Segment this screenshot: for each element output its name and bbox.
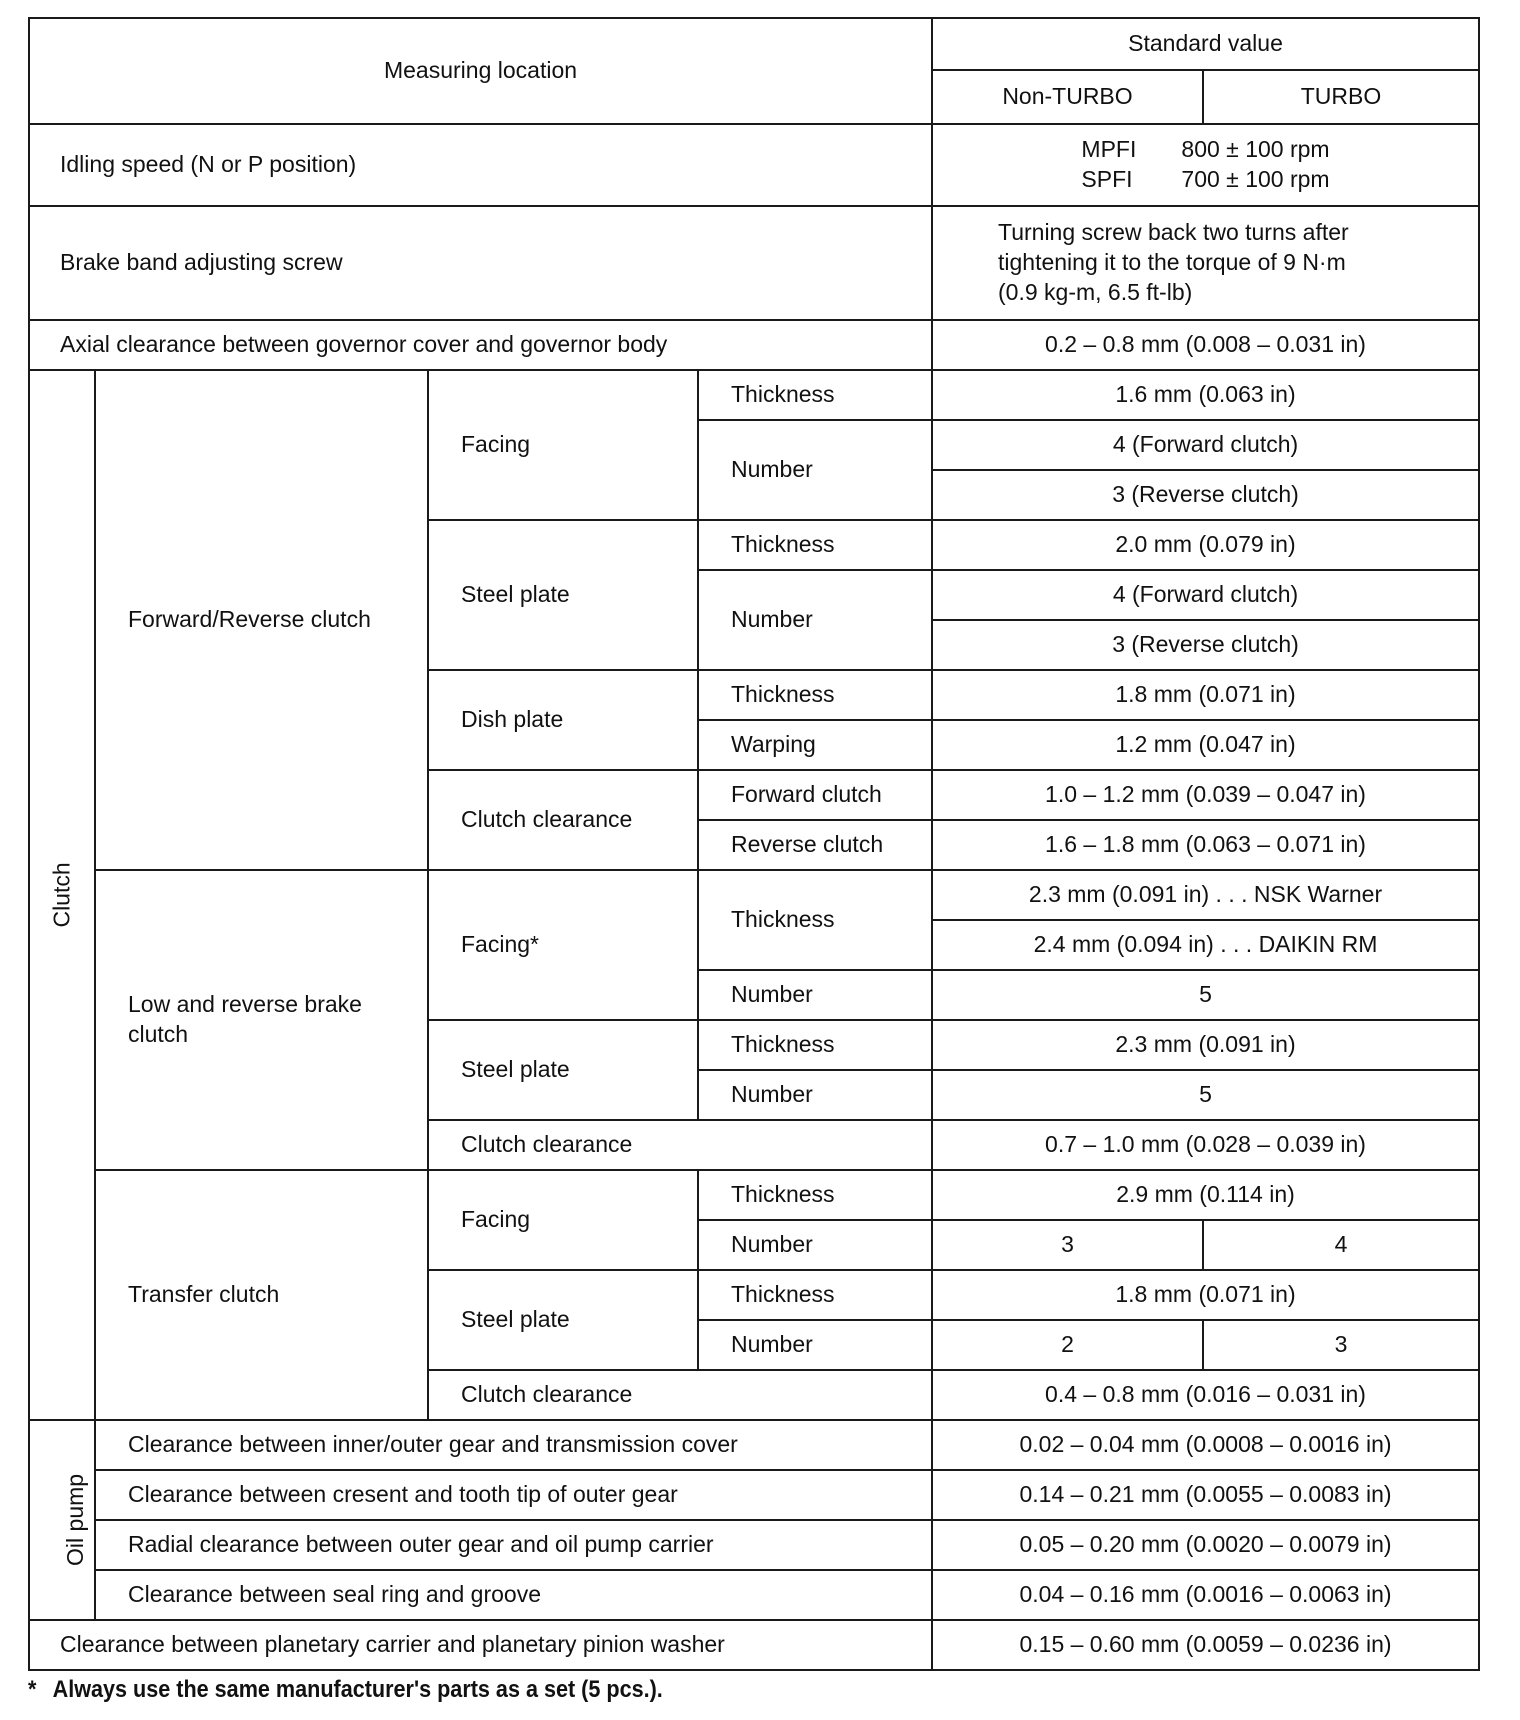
lr-clear-value: 0.7 – 1.0 mm (0.028 – 0.039 in) [932,1120,1479,1170]
oil-pump-label: Clearance between inner/outer gear and transmission cover [95,1420,932,1470]
non-turbo-header: Non-TURBO [932,70,1203,124]
mpfi-code: MPFI [1081,136,1137,163]
fr-facing-number-fwd: 4 (Forward clutch) [932,420,1479,470]
fr-steel-thickness-value: 2.0 mm (0.079 in) [932,520,1479,570]
fr-facing-number-rev: 3 (Reverse clutch) [932,470,1479,520]
lr-steel-number-value: 5 [932,1070,1479,1120]
tr-facing-thickness-row [29,1170,1479,1220]
lr-clutch-label-line-1: Low and reverse brake [128,991,362,1018]
tr-facing-number-turbo: 4 [1203,1220,1479,1270]
planetary-row [29,1620,1479,1670]
fr-steel-number-label: Number [698,570,932,670]
brake-band-row [29,206,1479,320]
planetary-value: 0.15 – 0.60 mm (0.0059 – 0.0236 in) [932,1620,1479,1670]
planetary-label: Clearance between planetary carrier and planetary pinion washer [29,1620,932,1670]
tr-steel-thickness-label: Thickness [698,1270,932,1320]
oil-pump-group-label: Oil pump [29,1420,95,1620]
standard-value-table [28,17,1480,1671]
fr-dish-warping-value: 1.2 mm (0.047 in) [932,720,1479,770]
fr-steel-thickness-label: Thickness [698,520,932,570]
standard-value-header: Standard value [932,18,1479,70]
tr-facing-thickness-value: 2.9 mm (0.114 in) [932,1170,1479,1220]
brake-band-line-2: tightening it to the torque of 9 N·m [998,249,1346,276]
axial-value: 0.2 – 0.8 mm (0.008 – 0.031 in) [932,320,1479,370]
footnote-star: * [28,1676,37,1703]
fr-clutch-label: Forward/Reverse clutch [95,370,428,870]
fr-facing-number-label: Number [698,420,932,520]
brake-band-line-1: Turning screw back two turns after [998,219,1349,246]
tr-steel-number-turbo: 3 [1203,1320,1479,1370]
header-row-1 [29,18,1479,70]
fr-clear-fwd-value: 1.0 – 1.2 mm (0.039 – 0.047 in) [932,770,1479,820]
fr-clear-fwd-label: Forward clutch [698,770,932,820]
tr-steel-label: Steel plate [428,1270,698,1370]
tr-facing-number-label: Number [698,1220,932,1270]
lr-facing-thickness-nsk-row [29,870,1479,920]
lr-steel-thickness-label: Thickness [698,1020,932,1070]
lr-steel-number-label: Number [698,1070,932,1120]
oil-pump-row [29,1520,1479,1570]
oil-pump-label: Radial clearance between outer gear and oil pump carrier [95,1520,932,1570]
tr-facing-label: Facing [428,1170,698,1270]
tr-clutch-label: Transfer clutch [95,1170,428,1420]
axial-row [29,320,1479,370]
oil-pump-value: 0.04 – 0.16 mm (0.0016 – 0.0063 in) [932,1570,1479,1620]
oil-pump-value: 0.14 – 0.21 mm (0.0055 – 0.0083 in) [932,1470,1479,1520]
brake-band-value [932,206,1479,320]
fr-facing-thickness-value: 1.6 mm (0.063 in) [932,370,1479,420]
tr-steel-number-label: Number [698,1320,932,1370]
turbo-header: TURBO [1203,70,1479,124]
tr-clear-value: 0.4 – 0.8 mm (0.016 – 0.031 in) [932,1370,1479,1420]
mpfi-value: 800 ± 100 rpm [1181,136,1330,163]
brake-band-label: Brake band adjusting screw [29,206,932,320]
fr-facing-label: Facing [428,370,698,520]
footnote [28,1676,663,1704]
lr-steel-label: Steel plate [428,1020,698,1120]
lr-facing-thickness-label: Thickness [698,870,932,970]
lr-facing-number-value: 5 [932,970,1479,1020]
lr-steel-thickness-value: 2.3 mm (0.091 in) [932,1020,1479,1070]
brake-band-line-3: (0.9 kg-m, 6.5 ft-lb) [998,278,1193,305]
lr-facing-label: Facing* [428,870,698,1020]
axial-label: Axial clearance between governor cover and governor body [29,320,932,370]
oil-pump-row [29,1570,1479,1620]
spfi-code: SPFI [1081,166,1133,192]
fr-facing-thickness-row [29,370,1479,420]
fr-clear-rev-value: 1.6 – 1.8 mm (0.063 – 0.071 in) [932,820,1479,870]
oil-pump-label: Clearance between cresent and tooth tip of outer gear [95,1470,932,1520]
measuring-location-header: Measuring location [29,18,932,124]
fr-clear-label: Clutch clearance [428,770,698,870]
footnote-text: Always use the same manufacturer's parts as a set (5 pcs.). [52,1676,663,1703]
oil-pump-label: Clearance between seal ring and groove [95,1570,932,1620]
tr-steel-number-nonturbo: 2 [932,1320,1203,1370]
spfi-value: 700 ± 100 rpm [1181,166,1330,192]
fr-dish-label: Dish plate [428,670,698,770]
idling-value [932,124,1479,206]
tr-facing-thickness-label: Thickness [698,1170,932,1220]
oil-pump-row [29,1470,1479,1520]
fr-clear-rev-label: Reverse clutch [698,820,932,870]
tr-facing-number-nonturbo: 3 [932,1220,1203,1270]
lr-clutch-label [95,870,428,1170]
fr-dish-warping-label: Warping [698,720,932,770]
oil-pump-value: 0.05 – 0.20 mm (0.0020 – 0.0079 in) [932,1520,1479,1570]
fr-steel-number-fwd: 4 (Forward clutch) [932,570,1479,620]
tr-steel-thickness-value: 1.8 mm (0.071 in) [932,1270,1479,1320]
lr-facing-thickness-nsk: 2.3 mm (0.091 in) . . . NSK Warner [932,870,1479,920]
fr-facing-thickness-label: Thickness [698,370,932,420]
fr-dish-thickness-value: 1.8 mm (0.071 in) [932,670,1479,720]
oil-pump-row [29,1420,1479,1470]
fr-steel-label: Steel plate [428,520,698,670]
fr-dish-thickness-label: Thickness [698,670,932,720]
idling-row [29,124,1479,206]
clutch-group-label: Clutch [29,370,95,1420]
fr-steel-number-rev: 3 (Reverse clutch) [932,620,1479,670]
spec-sheet [28,17,1478,1671]
idling-label: Idling speed (N or P position) [29,124,932,206]
oil-pump-value: 0.02 – 0.04 mm (0.0008 – 0.0016 in) [932,1420,1479,1470]
lr-facing-number-label: Number [698,970,932,1020]
lr-facing-thickness-daikin: 2.4 mm (0.094 in) . . . DAIKIN RM [932,920,1479,970]
tr-clear-label: Clutch clearance [428,1370,932,1420]
lr-clear-label: Clutch clearance [428,1120,932,1170]
lr-clutch-label-line-2: clutch [128,1021,189,1047]
